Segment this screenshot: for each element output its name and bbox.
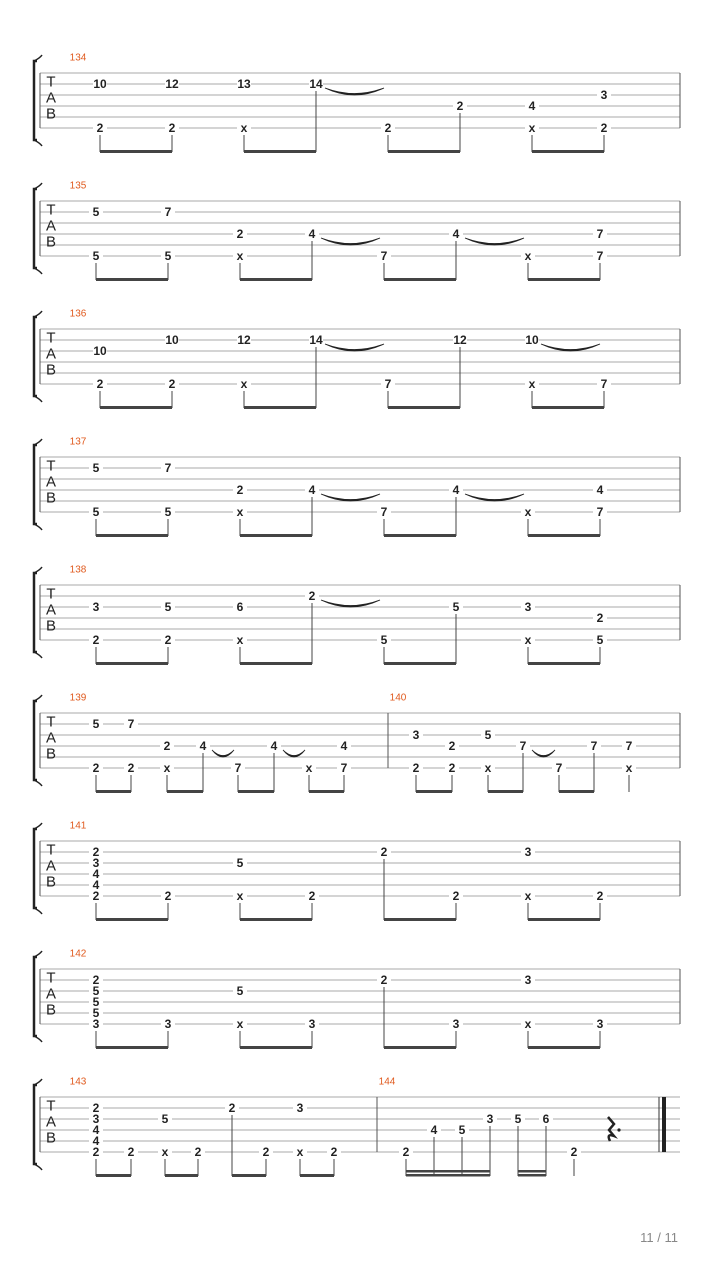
dead-note: x — [236, 1017, 244, 1031]
fret-number: 2 — [194, 1145, 202, 1159]
beam — [96, 918, 168, 921]
beam — [528, 918, 600, 921]
fret-number: 2 — [92, 973, 100, 987]
fret-number: 7 — [555, 761, 563, 775]
beam — [532, 406, 604, 409]
fret-number: 2 — [92, 633, 100, 647]
fret-number: 5 — [92, 205, 100, 219]
tab-clef-letter: A — [45, 217, 57, 235]
tie — [541, 344, 600, 351]
fret-number: 3 — [92, 600, 100, 614]
fret-number: 4 — [596, 483, 604, 497]
fret-number: 5 — [164, 600, 172, 614]
beam — [240, 918, 312, 921]
beam — [100, 150, 172, 153]
tie — [321, 494, 380, 501]
tie — [465, 238, 524, 245]
beam — [388, 150, 460, 153]
measure-number: 137 — [69, 436, 87, 448]
fret-number: 2 — [92, 889, 100, 903]
final-barline-thick — [662, 1097, 666, 1152]
beam — [384, 662, 456, 665]
fret-number: 7 — [340, 761, 348, 775]
system-bracket — [34, 317, 37, 396]
dead-note: x — [296, 1145, 304, 1159]
fret-number: 5 — [596, 633, 604, 647]
fret-number: 7 — [596, 505, 604, 519]
fret-number: 3 — [596, 1017, 604, 1031]
tie — [325, 344, 384, 351]
beam — [232, 1174, 266, 1177]
fret-number: 2 — [402, 1145, 410, 1159]
system-7 — [34, 820, 680, 921]
beam — [167, 790, 203, 793]
fret-number: 3 — [92, 856, 100, 870]
system-bracket — [34, 445, 37, 524]
tie — [321, 600, 380, 607]
tab-clef-letter: B — [45, 361, 57, 379]
fret-number: 2 — [262, 1145, 270, 1159]
fret-number: 5 — [92, 461, 100, 475]
fret-number: 4 — [528, 99, 536, 113]
fret-number: 4 — [92, 878, 100, 892]
system-bracket — [34, 701, 37, 780]
fret-number: 7 — [380, 505, 388, 519]
fret-number: 7 — [384, 377, 392, 391]
system-bracket — [34, 573, 37, 652]
fret-number: 7 — [164, 205, 172, 219]
tab-clef-letter: T — [46, 457, 56, 475]
fret-number: 5 — [92, 717, 100, 731]
tab-clef-letter: A — [45, 857, 57, 875]
dead-note: x — [524, 889, 532, 903]
system-4 — [34, 436, 680, 537]
fret-number: 5 — [92, 1006, 100, 1020]
tab-clef-letter: T — [46, 1097, 56, 1115]
fret-number: 2 — [570, 1145, 578, 1159]
beam — [406, 1170, 490, 1173]
tab-clef-letter: T — [46, 585, 56, 603]
fret-number: 7 — [600, 377, 608, 391]
measure-number: 134 — [69, 52, 87, 64]
system-bracket — [34, 189, 37, 268]
fret-number: 2 — [308, 889, 316, 903]
fret-number: 3 — [524, 600, 532, 614]
beam — [240, 1046, 312, 1049]
fret-number: 5 — [236, 856, 244, 870]
fret-number: 2 — [380, 845, 388, 859]
system-5 — [34, 564, 680, 665]
fret-number: 2 — [380, 973, 388, 987]
dead-note: x — [161, 1145, 169, 1159]
fret-number: 3 — [412, 728, 420, 742]
fret-number: 10 — [165, 333, 179, 347]
fret-number: 7 — [380, 249, 388, 263]
beam — [96, 662, 168, 665]
fret-number: 7 — [164, 461, 172, 475]
page-number: 11 / 11 — [640, 1230, 678, 1245]
beam — [96, 1046, 168, 1049]
beam — [384, 918, 456, 921]
fret-number: 3 — [296, 1101, 304, 1115]
beam — [388, 406, 460, 409]
fret-number: 2 — [127, 761, 135, 775]
measure-number: 140 — [389, 692, 407, 704]
fret-number: 12 — [165, 77, 179, 91]
measure-number: 138 — [69, 564, 87, 576]
fret-number: 4 — [308, 227, 316, 241]
beam — [100, 406, 172, 409]
fret-number: 5 — [452, 600, 460, 614]
fret-number: 10 — [525, 333, 539, 347]
fret-number: 5 — [161, 1112, 169, 1126]
rest-dot — [617, 1128, 620, 1131]
fret-number: 7 — [596, 227, 604, 241]
fret-number: 5 — [236, 984, 244, 998]
beam — [384, 278, 456, 281]
beam — [384, 1046, 456, 1049]
tab-clef-letter: T — [46, 73, 56, 91]
fret-number: 2 — [384, 121, 392, 135]
dead-note: x — [240, 121, 248, 135]
tab-clef-letter: T — [46, 841, 56, 859]
beam — [309, 790, 344, 793]
fret-number: 2 — [600, 121, 608, 135]
beam — [532, 150, 604, 153]
tab-clef-letter: B — [45, 105, 57, 123]
tie — [532, 750, 555, 757]
measure-number: 141 — [69, 820, 87, 832]
fret-number: 5 — [92, 984, 100, 998]
beam — [559, 790, 594, 793]
beam — [528, 534, 600, 537]
fret-number: 3 — [524, 973, 532, 987]
fret-number: 2 — [330, 1145, 338, 1159]
beam — [528, 662, 600, 665]
tab-clef-letter: B — [45, 1129, 57, 1147]
tab-clef-letter: A — [45, 89, 57, 107]
fret-number: 2 — [456, 99, 464, 113]
fret-number: 4 — [92, 867, 100, 881]
dead-note: x — [524, 505, 532, 519]
fret-number: 5 — [458, 1123, 466, 1137]
measure-number: 139 — [69, 692, 87, 704]
fret-number: 5 — [92, 995, 100, 1009]
tab-clef-letter: A — [45, 729, 57, 747]
fret-number: 12 — [237, 333, 251, 347]
system-3 — [34, 308, 680, 409]
dead-note: x — [240, 377, 248, 391]
fret-number: 2 — [164, 889, 172, 903]
beam — [96, 278, 168, 281]
beam — [96, 534, 168, 537]
fret-number: 5 — [92, 249, 100, 263]
fret-number: 2 — [163, 739, 171, 753]
fret-number: 2 — [92, 1145, 100, 1159]
fret-number: 2 — [228, 1101, 236, 1115]
dead-note: x — [524, 249, 532, 263]
fret-number: 6 — [236, 600, 244, 614]
fret-number: 2 — [308, 589, 316, 603]
tab-clef-letter: A — [45, 601, 57, 619]
dead-note: x — [524, 1017, 532, 1031]
tab-clef-letter: B — [45, 617, 57, 635]
dead-note: x — [484, 761, 492, 775]
fret-number: 2 — [92, 845, 100, 859]
dead-note: x — [163, 761, 171, 775]
dead-note: x — [236, 505, 244, 519]
beam — [528, 1046, 600, 1049]
fret-number: 5 — [380, 633, 388, 647]
fret-number: 2 — [168, 121, 176, 135]
fret-number: 4 — [452, 227, 460, 241]
tab-clef-letter: T — [46, 329, 56, 347]
tie — [465, 494, 524, 501]
fret-number: 2 — [596, 889, 604, 903]
fret-number: 2 — [96, 121, 104, 135]
fret-number: 7 — [234, 761, 242, 775]
system-2 — [34, 180, 680, 281]
beam — [384, 534, 456, 537]
fret-number: 3 — [486, 1112, 494, 1126]
beam — [165, 1174, 198, 1177]
system-bracket — [34, 61, 37, 140]
fret-number: 2 — [164, 633, 172, 647]
dead-note: x — [528, 377, 536, 391]
beam — [406, 1174, 490, 1177]
fret-number: 7 — [596, 249, 604, 263]
fret-number: 10 — [93, 77, 107, 91]
tie — [325, 88, 384, 95]
measure-number: 136 — [69, 308, 87, 320]
measure-number: 143 — [69, 1076, 87, 1088]
beam — [96, 1174, 131, 1177]
tab-clef-letter: B — [45, 489, 57, 507]
fret-number: 7 — [127, 717, 135, 731]
system-bracket — [34, 829, 37, 908]
dead-note: x — [305, 761, 313, 775]
beam — [488, 790, 523, 793]
beam — [96, 790, 131, 793]
dead-note: x — [625, 761, 633, 775]
tab-clef-letter: T — [46, 969, 56, 987]
fret-number: 12 — [453, 333, 467, 347]
measure-number: 144 — [378, 1076, 396, 1088]
fret-number: 4 — [308, 483, 316, 497]
fret-number: 2 — [452, 889, 460, 903]
beam — [244, 150, 316, 153]
fret-number: 4 — [270, 739, 278, 753]
fret-number: 3 — [308, 1017, 316, 1031]
quarter-rest — [608, 1117, 614, 1141]
tab-clef-letter: T — [46, 713, 56, 731]
fret-number: 10 — [93, 344, 107, 358]
fret-number: 2 — [92, 761, 100, 775]
tab-clef-letter: B — [45, 233, 57, 251]
system-bracket — [34, 957, 37, 1036]
fret-number: 4 — [430, 1123, 438, 1137]
beam — [240, 662, 312, 665]
fret-number: 2 — [92, 1101, 100, 1115]
dead-note: x — [524, 633, 532, 647]
tie — [283, 750, 305, 757]
fret-number: 4 — [340, 739, 348, 753]
fret-number: 4 — [199, 739, 207, 753]
fret-number: 2 — [448, 761, 456, 775]
fret-number: 2 — [236, 483, 244, 497]
fret-number: 5 — [514, 1112, 522, 1126]
fret-number: 3 — [452, 1017, 460, 1031]
fret-number: 2 — [127, 1145, 135, 1159]
system-9 — [34, 1076, 680, 1177]
fret-number: 4 — [92, 1134, 100, 1148]
fret-number: 13 — [237, 77, 251, 91]
fret-number: 5 — [484, 728, 492, 742]
tab-clef-letter: T — [46, 201, 56, 219]
fret-number: 4 — [92, 1123, 100, 1137]
beam — [244, 406, 316, 409]
fret-number: 2 — [96, 377, 104, 391]
fret-number: 3 — [92, 1017, 100, 1031]
fret-number: 5 — [92, 505, 100, 519]
fret-number: 3 — [524, 845, 532, 859]
beam — [238, 790, 274, 793]
tab-clef-letter: A — [45, 345, 57, 363]
dead-note: x — [236, 249, 244, 263]
fret-number: 2 — [412, 761, 420, 775]
fret-number: 3 — [600, 88, 608, 102]
system-6 — [34, 692, 680, 793]
fret-number: 2 — [596, 611, 604, 625]
fret-number: 3 — [164, 1017, 172, 1031]
fret-number: 5 — [164, 249, 172, 263]
tab-clef-letter: B — [45, 1001, 57, 1019]
tab-clef-letter: B — [45, 745, 57, 763]
beam — [528, 278, 600, 281]
fret-number: 14 — [309, 77, 323, 91]
dead-note: x — [236, 633, 244, 647]
system-1 — [34, 52, 680, 153]
fret-number: 3 — [92, 1112, 100, 1126]
tab-clef-letter: A — [45, 985, 57, 1003]
tab-clef-letter: A — [45, 473, 57, 491]
fret-number: 5 — [164, 505, 172, 519]
dead-note: x — [236, 889, 244, 903]
beam — [518, 1170, 546, 1173]
beam — [300, 1174, 334, 1177]
measure-number: 142 — [69, 948, 87, 960]
fret-number: 2 — [236, 227, 244, 241]
tab-clef-letter: A — [45, 1113, 57, 1131]
dead-note: x — [528, 121, 536, 135]
system-8 — [34, 948, 680, 1049]
fret-number: 7 — [625, 739, 633, 753]
beam — [518, 1174, 546, 1177]
beam — [240, 534, 312, 537]
fret-number: 2 — [448, 739, 456, 753]
beam — [240, 278, 312, 281]
fret-number: 7 — [590, 739, 598, 753]
system-bracket — [34, 1085, 37, 1164]
fret-number: 14 — [309, 333, 323, 347]
fret-number: 4 — [452, 483, 460, 497]
measure-number: 135 — [69, 180, 87, 192]
tie — [321, 238, 380, 245]
fret-number: 7 — [519, 739, 527, 753]
tie — [212, 750, 234, 757]
fret-number: 6 — [542, 1112, 550, 1126]
fret-number: 2 — [168, 377, 176, 391]
beam — [416, 790, 452, 793]
tab-clef-letter: B — [45, 873, 57, 891]
